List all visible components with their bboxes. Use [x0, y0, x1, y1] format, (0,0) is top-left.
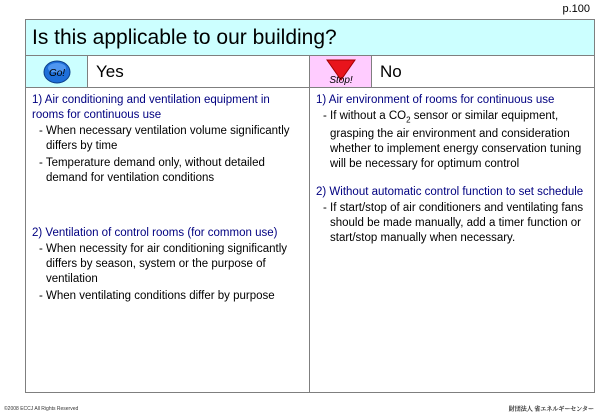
no-body	[310, 88, 594, 246]
no-section-1-bullet-1	[323, 109, 588, 172]
no-column	[310, 56, 594, 392]
stop-icon-cell	[310, 56, 372, 87]
yes-label: Yes	[96, 61, 124, 81]
go-icon	[42, 59, 72, 85]
yes-column	[26, 56, 310, 392]
applicability-panel	[25, 19, 595, 393]
yes-section-1-bullet-1: - When necessary ventilation volume significantly differs by time	[39, 125, 290, 152]
yes-body	[26, 88, 309, 304]
yes-section-2-bullet-2: - When ventilating conditions differ by purpose	[39, 290, 275, 302]
yes-section-2-bullet-1: - When necessity for air conditioning significantly differs by season, system or the purpose of ventilation	[39, 243, 288, 285]
go-icon-label: Go!	[48, 67, 65, 79]
yes-section-1-bullet-2: - Temperature demand only, without detailed demand for ventilation conditions	[39, 157, 265, 184]
page-number: p.100	[562, 3, 590, 15]
no-section-1-title: 1) Air environment of rooms for continuous use	[316, 94, 555, 106]
stop-icon-label: Stop!	[328, 74, 353, 86]
org-name: 財団法人 省エネルギーセンター	[508, 407, 594, 413]
stop-icon	[319, 58, 363, 86]
copyright: ©2008 ECCJ All Rights Reserved	[4, 406, 79, 412]
org-logo-text	[509, 404, 594, 413]
yes-section-2-title: 2) Ventilation of control rooms (for common use)	[32, 227, 278, 239]
go-icon-cell	[26, 56, 88, 87]
yes-section-1-title: 1) Air conditioning and ventilation equipment in rooms for continuous use	[32, 94, 270, 121]
no-section-2-bullet-1: - If start/stop of air conditioners and ventilating fans should be made manually, add a timer function or start/stop manually when necessary.	[323, 202, 584, 245]
no-section-1-bullet-prefix: - If without a CO	[323, 110, 407, 122]
co2-subscript: 2	[406, 115, 411, 125]
page-title: Is this applicable to our building?	[26, 20, 594, 56]
no-header	[310, 56, 594, 88]
no-section-1-bullet-suffix: sensor or similar equipment, grasping the air environment and consideration whether to implement energy conservation tuning will be necessary for optimum control	[330, 110, 582, 171]
no-section-2-title: 2) Without automatic control function to set schedule	[316, 186, 584, 199]
yes-header	[26, 56, 309, 88]
no-label: No	[380, 61, 402, 81]
